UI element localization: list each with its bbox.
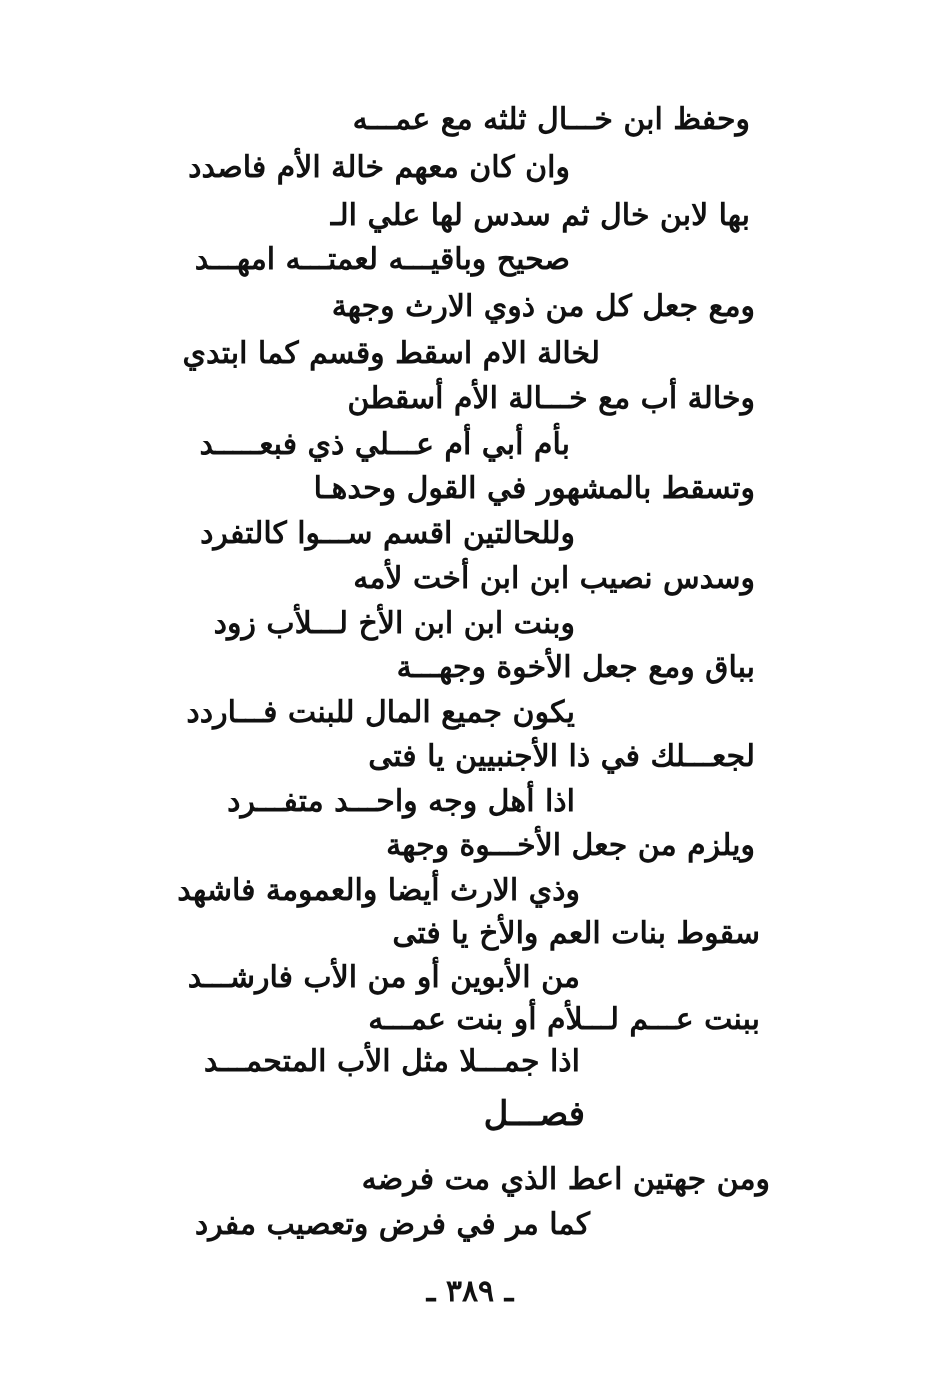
verse-line: كما مر في فرض وتعصيب مفرد xyxy=(194,1207,590,1242)
verse-line: وبنت ابن ابن الأخ لـــلأب زود xyxy=(213,606,575,641)
verse-line: وذي الارث أيضا والعمومة فاشهد xyxy=(177,873,580,908)
verse-line: ببنت عـــم لـــلأم أو بنت عمـــه xyxy=(368,1002,760,1037)
verse-line: يكون جميع المال للبنت فـــاردد xyxy=(186,695,575,730)
verse-line: وتسقط بالمشهور في القول وحدهـا xyxy=(313,471,755,506)
verse-line: ومع جعل كل من ذوي الارث وجهة xyxy=(331,289,755,324)
verse-line: ويلزم من جعل الأخـــوة وجهة xyxy=(386,828,755,863)
verse-line: بأم أبي أم عـــلي ذي فبعـــــد xyxy=(199,427,570,462)
verse-line: بها لابن خال ثم سدس لها علي الـ xyxy=(330,198,750,233)
verse-line: من الأبوين أو من الأب فارشـــد xyxy=(187,960,580,995)
verse-line: وخالة أب مع خـــالة الأم أسقطن xyxy=(347,381,755,416)
verse-line: لجعـــلك في ذا الأجنبيين يا فتى xyxy=(368,739,755,774)
verse-line: بباق ومع جعل الأخوة وجهـــة xyxy=(396,650,755,685)
page-number: ـ ٣٨٩ ـ xyxy=(426,1274,514,1309)
verse-line: وللحالتين اقسم ســـوا كالتفرد xyxy=(200,516,575,551)
verse-line: وحفظ ابن خـــال ثلثه مع عمـــه xyxy=(352,102,750,137)
verse-line: اذا أهل وجه واحـــد متفـــرد xyxy=(227,784,575,819)
verse-line: وسدس نصيب ابن ابن أخت لأمه xyxy=(353,561,755,596)
verse-line: ومن جهتين اعط الذي مت فرضه xyxy=(361,1162,770,1197)
verse-line: اذا جمـــلا مثل الأب المتحمـــد xyxy=(203,1044,580,1079)
verse-line: لخالة الام اسقط وقسم كما ابتدي xyxy=(182,336,600,371)
verse-line: صحيح وباقيـــه لعمتـــه امهـــد xyxy=(194,242,570,277)
verse-line: سقوط بنات العم والأخ يا فتى xyxy=(392,916,760,951)
section-heading: فصـــل xyxy=(483,1094,585,1134)
verse-line: وان كان معهم خالة الأم فاصدد xyxy=(188,150,570,185)
